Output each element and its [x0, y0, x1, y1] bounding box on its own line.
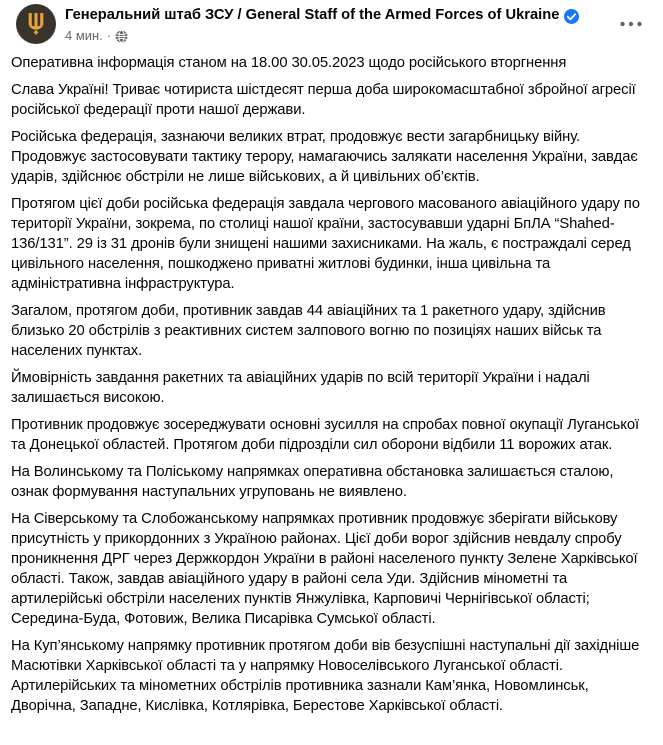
post-paragraph: Ймовірність завдання ракетних та авіаційних ударів по всій території України і надалі залишається високою. [11, 370, 590, 406]
avatar[interactable] [16, 4, 56, 44]
post-paragraph: На Волинському та Поліському напрямках оперативна обстановка залишається сталою, ознак формування наступальних угруповань не виявлено. [11, 464, 614, 500]
more-options-icon [619, 20, 643, 28]
post-paragraph: Загалом, протягом доби, противник завдав 44 авіаційних та 1 ракетного удару, здійснив близько 20 обстрілів з реактивних систем залпового вогню по позиціях наших військ та населених пунктах. [11, 303, 606, 359]
author-name[interactable]: Генеральний штаб ЗСУ / General Staff of the Armed Forces of Ukraine [65, 7, 560, 23]
post-paragraph: Оперативна інформація станом на 18.00 30.05.2023 щодо російського вторгнення [11, 55, 567, 71]
post-body [0, 44, 663, 716]
post-paragraph: Протягом цієї доби російська федерація завдала чергового масованого авіаційного удару по території України, зокрема, по столиці нашої країни, застосувавши ударні БпЛА “Shahed-136/131”. 29 із 31 дронів були знищені нашими захисниками. На жаль, є постраждалі серед цивільного населення, пошкоджено приватні житлові будинки, інша цивільна та адміністративна інфраструктура. [11, 196, 640, 292]
post-paragraph: На Куп’янському напрямку противник протягом доби вів безуспішні наступальні дії західніше Масютівки Харківської області та у напрямку Новоселівського Луганської області. Артилерійських та мінометних обстрілів противника зазнали Кам’янка, Новомлинськ, Дворічна, Западне, Кислівка, Котлярівка, Берестове Харківської області. [11, 638, 640, 714]
globe-icon [115, 30, 128, 43]
timestamp[interactable]: 4 мин. [65, 28, 103, 43]
post-meta [65, 28, 613, 44]
post-header-text [65, 4, 613, 44]
post-paragraph: Російська федерація, зазнаючи великих втрат, продовжує вести загарбницьку війну. Продовжує застосовувати тактику терору, намагаючись залякати населення України, завдає ударів, здійснює обстріли не лише військових, а й цивільних об’єктів. [11, 129, 638, 185]
post-paragraph: Противник продовжує зосереджувати основні зусилля на спробах повної окупації Луганської та Донецької областей. Протягом доби підрозділи сил оборони відбили 11 ворожих атак. [11, 417, 639, 453]
author-row [65, 6, 613, 25]
trident-emblem-icon [25, 12, 47, 36]
post-paragraph: На Сіверському та Слобожанському напрямках противник продовжує зберігати військову присутність у прикордонних з Україною районах. Цієї доби ворог здійснив невдалу спробу проникнення ДРГ через Держкордон України в районі населеного пункту Зелене Харківської області. Також, завдав авіаційного удару в районі села Уди. Здійснив мінометні та артилерійські обстріли населених пунктів Янжулівка, Карповичі Чернігівської області; Середина-Буда, Фотовиж, Велика Писарівка Сумської області. [11, 511, 638, 627]
post-header [0, 0, 663, 44]
meta-separator: · [106, 28, 112, 43]
more-options-button[interactable] [613, 14, 649, 34]
verified-badge-icon [564, 9, 579, 24]
post-paragraph: Слава Україні! Триває чотириста шістдесят перша доба широкомасштабної збройної агресії російської федерації проти нашої держави. [11, 82, 636, 118]
